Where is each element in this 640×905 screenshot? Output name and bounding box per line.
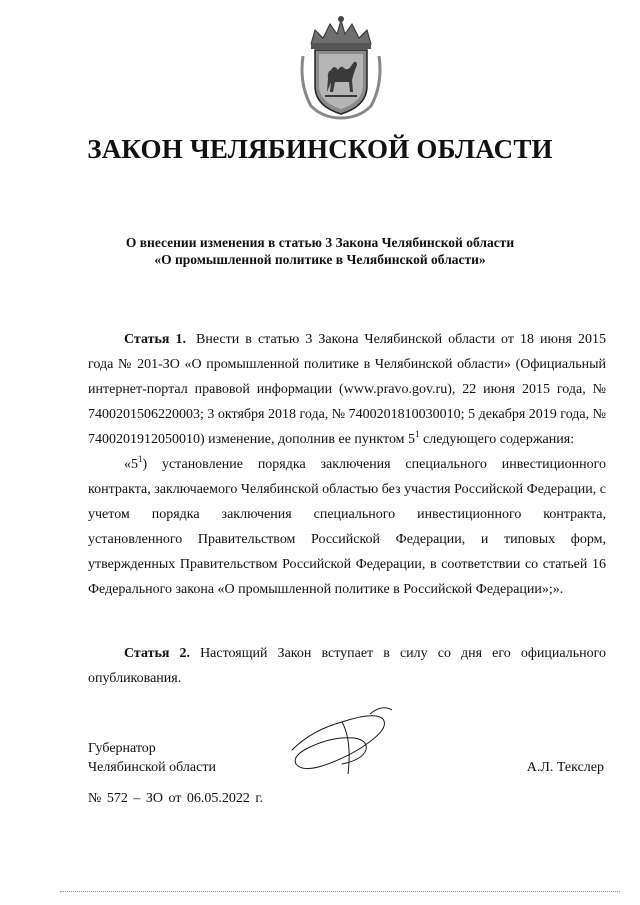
law-subtitle xyxy=(0,234,640,268)
new-item-superscript: 1 xyxy=(138,454,143,464)
article-2-text: Настоящий Закон вступает в силу со дня его официального опубликования. xyxy=(88,646,606,686)
article-1-intro xyxy=(88,327,606,452)
article-1-intro-text: Внести в статью 3 Закона Челябинской области от 18 июня 2015 года № 201-ЗО «О промышленной политике в Челябинской области» (Официальный интернет-портал правовой информации (www.pravo.gov.ru), 22 июня 2015 года, № 7400201506220003; 3 октября 2018 года, № 7400201810030010; 5 декабря 2019 года, № 7400201912050010) изменение, дополнив ее пунктом 5 xyxy=(88,332,606,447)
signatory-position-line-2: Челябинской области xyxy=(88,760,216,775)
article-1-intro-ending: следующего содержания: xyxy=(419,432,575,447)
law-title: ЗАКОН ЧЕЛЯБИНСКОЙ ОБЛАСТИ xyxy=(87,134,553,164)
new-item-number: «5 xyxy=(124,457,138,472)
article-2-paragraph xyxy=(88,641,606,691)
subtitle-line-1: О внесении изменения в статью 3 Закона Челябинской области xyxy=(125,235,515,250)
article-2 xyxy=(88,641,606,691)
subtitle-line-2: «О промышленной политике в Челябинской области» xyxy=(154,252,486,267)
article-1-new-item xyxy=(88,452,606,602)
article-1-intro-superscript: 1 xyxy=(415,429,420,439)
signatory-position xyxy=(88,739,216,777)
article-1-label: Статья 1. xyxy=(124,332,187,347)
new-item-text: ) установление порядка заключения специального инвестиционного контракта, заключаемого Челябинской областью без участия Российской Федерации, с учетом порядка заключения специального инвестиционного контракта, установленного Правительством Российской Федерации, и типовых форм, утвержденных Правительством Российской Федерации, в соответствии со статьей 16 Федерального закона «О промышленной политике в Российской Федерации»;». xyxy=(88,457,606,597)
article-1 xyxy=(88,327,606,602)
registration-number-date: № 572 – ЗО от 06.05.2022 г. xyxy=(88,791,264,806)
coat-of-arms-emblem xyxy=(297,14,385,120)
signatory-name: А.Л. Текслер xyxy=(526,760,604,775)
footer-divider xyxy=(60,891,620,892)
handwritten-signature xyxy=(282,700,400,778)
article-2-label: Статья 2. xyxy=(124,646,191,661)
signatory-position-line-1: Губернатор xyxy=(88,741,156,756)
